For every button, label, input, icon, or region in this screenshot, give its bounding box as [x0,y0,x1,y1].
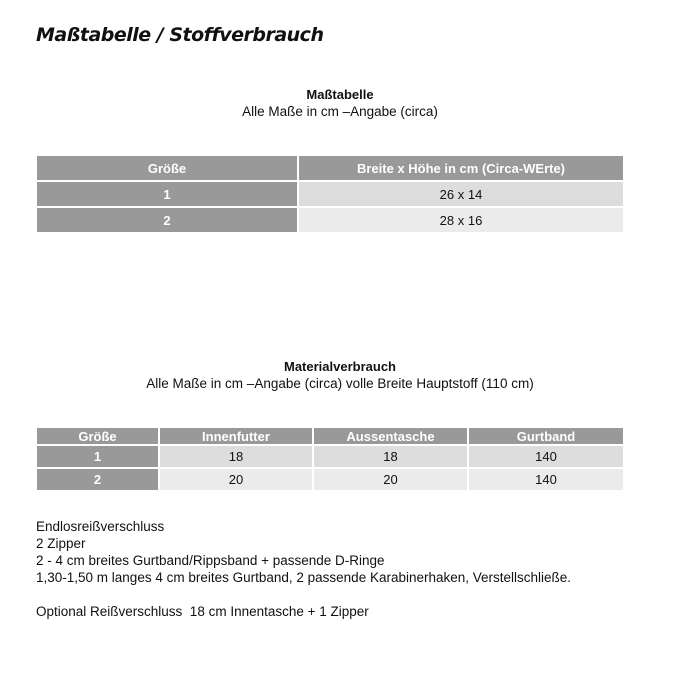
table-row [37,444,623,467]
column-header-innenfutter: Innenfutter [160,428,314,444]
page-title: Maßtabelle / Stoffverbrauch [36,24,324,46]
section-mass-heading: Maßtabelle [306,87,374,102]
column-header-size: Größe [37,428,160,444]
note-line: 2 Zipper [36,536,86,551]
note-line: 1,30-1,50 m langes 4 cm breites Gurtband, 2 passende Karabinerhaken, Verstellschließe. [36,570,572,585]
section-material-header [0,359,680,392]
dimensions-cell: 28 x 16 [299,206,623,232]
table-row [37,180,623,206]
dimensions-cell: 26 x 14 [299,180,623,206]
size-cell: 1 [37,180,299,206]
size-cell: 2 [37,206,299,232]
innenfutter-cell: 20 [160,467,314,490]
column-header-size: Größe [37,156,299,180]
section-mass-subheading: Alle Maße in cm –Angabe (circa) [242,104,438,119]
gurtband-cell: 140 [469,467,623,490]
gurtband-cell: 140 [469,444,623,467]
table-header-row [37,156,623,180]
table-row [37,467,623,490]
table-row [37,206,623,232]
section-material-subheading: Alle Maße in cm –Angabe (circa) volle Breite Hauptstoff (110 cm) [146,376,534,391]
material-table [37,428,623,490]
aussentasche-cell: 20 [314,467,469,490]
column-header-gurtband: Gurtband [469,428,623,444]
innenfutter-cell: 18 [160,444,314,467]
optional-note: Optional Reißverschluss 18 cm Innentasche + 1 Zipper [36,604,369,619]
size-table [37,156,623,232]
aussentasche-cell: 18 [314,444,469,467]
column-header-dimensions: Breite x Höhe in cm (Circa-WErte) [299,156,623,180]
table-header-row [37,428,623,444]
section-material-heading: Materialverbrauch [284,359,396,374]
size-cell: 1 [37,444,160,467]
materials-notes [36,518,571,620]
size-cell: 2 [37,467,160,490]
note-line: 2 - 4 cm breites Gurtband/Rippsband + passende D-Ringe [36,553,385,568]
section-mass-header [0,87,680,120]
column-header-aussentasche: Aussentasche [314,428,469,444]
note-line: Endlosreißverschluss [36,519,165,534]
